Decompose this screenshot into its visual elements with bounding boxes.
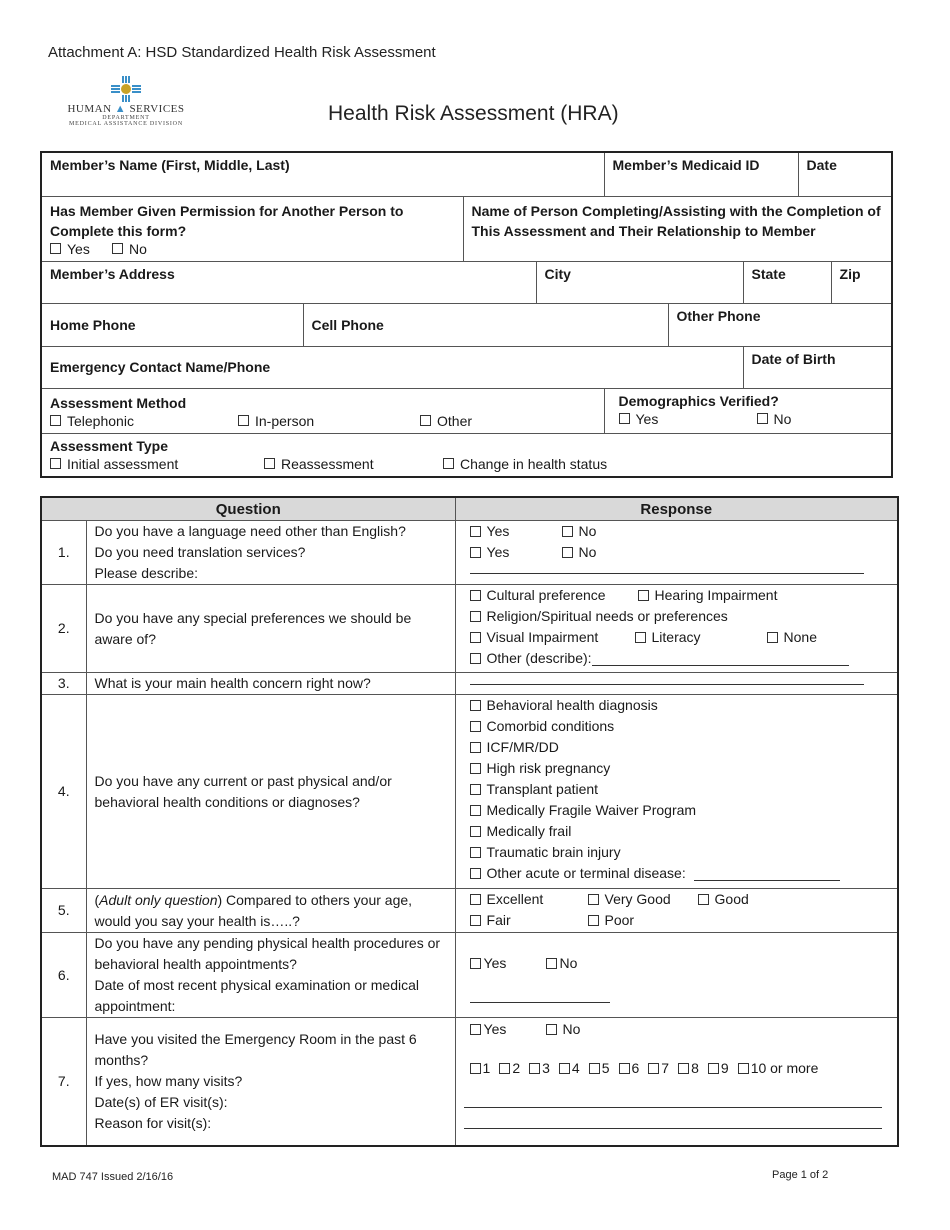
question-text: Do you have a language need other than English? Do you need translation services? Please describe: [86,521,455,585]
language-need-no-checkbox[interactable]: No [562,521,597,542]
response-cell [455,673,898,695]
condition-checkbox[interactable]: Traumatic brain injury [470,842,621,863]
question-number: 3. [41,673,86,695]
question-text: (Adult only question) Compared to others your age, would you say your health is…..? [86,889,455,933]
page-number: Page 1 of 2 [772,1169,829,1181]
other-describe-line[interactable] [592,651,849,666]
question-row-6 [41,933,898,1018]
other-phone-field[interactable]: Other Phone [668,303,892,346]
cultural-preference-checkbox[interactable]: Cultural preference [470,585,638,606]
zip-field[interactable]: Zip [831,261,892,303]
translation-yes-checkbox[interactable]: Yes [470,542,562,563]
health-fair-checkbox[interactable]: Fair [470,910,588,931]
city-field[interactable]: City [536,261,743,303]
question-row-3 [41,673,898,695]
question-header: Question [41,497,455,521]
condition-checkbox[interactable]: ICF/MR/DD [470,737,559,758]
question-row-7 [41,1018,898,1146]
translation-no-checkbox[interactable]: No [562,542,597,563]
demographics-no-checkbox[interactable]: No [757,411,792,427]
type-reassessment-checkbox[interactable]: Reassessment [264,456,443,472]
attachment-heading: Attachment A: HSD Standardized Health Risk Assessment [48,44,436,61]
condition-checkbox[interactable]: Transplant patient [470,779,599,800]
question-number: 7. [41,1018,86,1146]
language-need-yes-checkbox[interactable]: Yes [470,521,562,542]
question-text: What is your main health concern right now? [86,673,455,695]
none-checkbox[interactable]: None [767,627,817,648]
response-cell [455,933,898,1018]
health-excellent-checkbox[interactable]: Excellent [470,889,588,910]
date-field[interactable]: Date [798,152,892,196]
health-concern-line[interactable] [470,673,864,685]
member-info-table [40,151,893,478]
home-phone-field[interactable]: Home Phone [41,303,303,346]
literacy-checkbox[interactable]: Literacy [635,627,767,648]
er-visits-9-checkbox[interactable]: 9 [708,1058,729,1079]
question-number: 1. [41,521,86,585]
method-other-checkbox[interactable]: Other [420,413,472,429]
logo-org-name: HUMAN ▲ SERVICES [67,103,185,115]
question-text: Do you have any current or past physical and/or behavioral health conditions or diagnoses? [86,695,455,889]
er-visits-2-checkbox[interactable]: 2 [499,1058,520,1079]
demographics-yes-checkbox[interactable]: Yes [619,411,757,427]
recent-appointment-date-line[interactable] [470,992,610,1003]
er-visits-1-checkbox[interactable]: 1 [470,1058,491,1079]
address-field[interactable]: Member’s Address [41,261,536,303]
condition-checkbox[interactable]: High risk pregnancy [470,758,611,779]
er-reason-line[interactable] [464,1118,882,1129]
hsd-logo [66,76,186,138]
other-describe-checkbox[interactable]: Other (describe): [470,648,592,669]
response-cell [455,889,898,933]
date-of-birth-field[interactable]: Date of Birth [743,346,892,388]
er-dates-line[interactable] [464,1097,882,1108]
er-visits-3-checkbox[interactable]: 3 [529,1058,550,1079]
er-no-checkbox[interactable]: No [546,1019,581,1040]
logo-division: MEDICAL ASSISTANCE DIVISION [69,121,183,127]
er-visits-6-checkbox[interactable]: 6 [619,1058,640,1079]
er-visits-4-checkbox[interactable]: 4 [559,1058,580,1079]
visual-impairment-checkbox[interactable]: Visual Impairment [470,627,635,648]
response-cell [455,585,898,673]
question-row-4 [41,695,898,889]
other-disease-line[interactable] [694,866,840,881]
condition-checkbox[interactable]: Other acute or terminal disease: [470,863,686,884]
condition-checkbox[interactable]: Medically Fragile Waiver Program [470,800,697,821]
permission-cell: Has Member Given Permission for Another Person to Complete this form? Yes No [41,196,463,261]
er-visits-8-checkbox[interactable]: 8 [678,1058,699,1079]
question-row-1 [41,521,898,585]
demographics-cell: Demographics Verified? Yes No [604,388,892,433]
logo-department: DEPARTMENT [102,115,150,121]
assessment-method-cell: Assessment Method Telephonic In-person Other [41,388,604,433]
person-completing-field[interactable]: Name of Person Completing/Assisting with the Completion of This Assessment and Their Relationship to Member [463,196,892,261]
er-visits-5-checkbox[interactable]: 5 [589,1058,610,1079]
permission-yes-checkbox[interactable]: Yes [50,241,112,257]
er-visits-7-checkbox[interactable]: 7 [648,1058,669,1079]
condition-checkbox[interactable]: Medically frail [470,821,572,842]
er-yes-checkbox[interactable]: Yes [470,1019,546,1040]
question-row-2 [41,585,898,673]
question-text: Have you visited the Emergency Room in the past 6 months? If yes, how many visits? Date(s) of ER visit(s): Reason for visit(s): [86,1018,455,1146]
religion-spiritual-checkbox[interactable]: Religion/Spiritual needs or preferences [470,606,728,627]
form-identifier: MAD 747 Issued 2/16/16 [52,1171,174,1183]
condition-checkbox[interactable]: Comorbid conditions [470,716,615,737]
method-in-person-checkbox[interactable]: In-person [238,413,420,429]
question-number: 6. [41,933,86,1018]
permission-no-checkbox[interactable]: No [112,241,147,257]
question-number: 4. [41,695,86,889]
response-cell [455,521,898,585]
emergency-contact-field[interactable]: Emergency Contact Name/Phone [41,346,743,388]
response-cell [455,695,898,889]
health-very-good-checkbox[interactable]: Very Good [588,889,698,910]
pending-yes-checkbox[interactable]: Yes [470,953,546,974]
type-initial-checkbox[interactable]: Initial assessment [50,456,264,472]
zia-sun-icon [109,76,143,102]
pending-no-checkbox[interactable]: No [546,953,578,974]
method-telephonic-checkbox[interactable]: Telephonic [50,413,238,429]
response-cell [455,1018,898,1146]
condition-checkbox[interactable]: Behavioral health diagnosis [470,695,658,716]
medicaid-id-field[interactable]: Member’s Medicaid ID [604,152,798,196]
questions-table [40,496,899,1147]
question-text: Do you have any pending physical health procedures or behavioral health appointments? Date of most recent physical examination or medical appointment: [86,933,455,1018]
health-good-checkbox[interactable]: Good [698,889,749,910]
assessment-type-cell: Assessment Type Initial assessment Reassessment Change in health status [41,433,892,477]
er-visits-10-plus-checkbox[interactable]: 10 or more [738,1058,819,1079]
question-row-5 [41,889,898,933]
question-text: Do you have any special preferences we should be aware of? [86,585,455,673]
member-name-field[interactable]: Member’s Name (First, Middle, Last) [41,152,604,196]
hearing-impairment-checkbox[interactable]: Hearing Impairment [638,585,778,606]
cell-phone-field[interactable]: Cell Phone [303,303,668,346]
describe-line[interactable] [470,563,864,574]
type-change-checkbox[interactable]: Change in health status [443,456,607,472]
response-header: Response [455,497,898,521]
question-number: 2. [41,585,86,673]
question-number: 5. [41,889,86,933]
health-poor-checkbox[interactable]: Poor [588,910,635,931]
document-title: Health Risk Assessment (HRA) [328,102,619,125]
state-field[interactable]: State [743,261,831,303]
